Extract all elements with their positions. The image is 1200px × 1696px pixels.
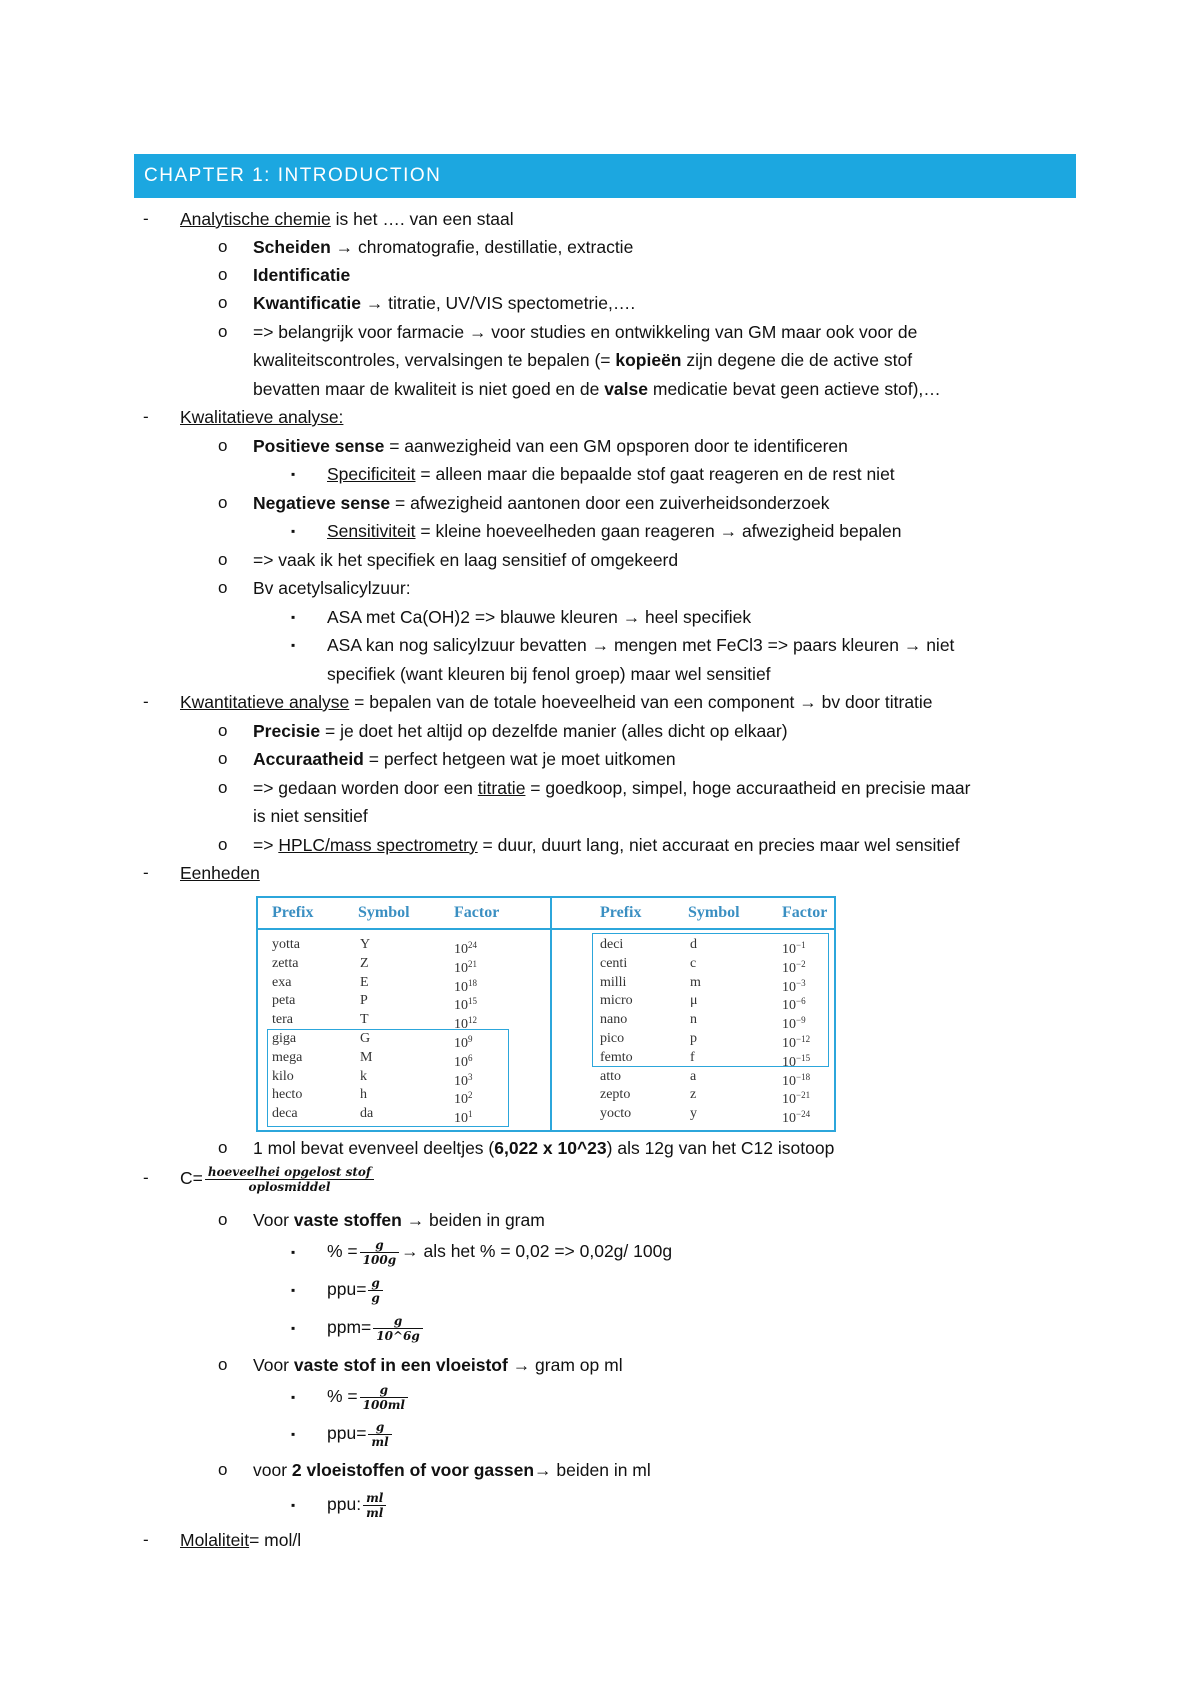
line-specificiteit: Specificiteit = alleen maar die bepaalde stof gaat reageren en de rest niet	[327, 464, 895, 484]
line-vaste-stoffen: Voor vaste stoffen → beiden in gram	[253, 1210, 545, 1230]
highlight-box	[267, 1029, 509, 1127]
line-titratie-continued: is niet sensitief	[253, 806, 368, 826]
factor-base: 10	[782, 979, 796, 995]
factor-exponent: 12	[468, 1015, 477, 1026]
line-negatieve-sense: Negatieve sense = afwezigheid aantonen door een zuiverheidsonderzoek	[253, 493, 830, 513]
table-header	[552, 898, 834, 930]
symbol-cell: da	[360, 1106, 374, 1122]
line-belangrijk-3: bevatten maar de kwaliteit is niet goed en de valse medicatie bevat geen actieve stof),…	[253, 379, 941, 399]
si-prefix-table	[256, 896, 836, 1132]
si-prefix-table-small	[552, 898, 834, 1130]
circle-marker: o	[218, 1355, 228, 1374]
si-prefix-table-large	[258, 898, 552, 1130]
fraction: $\frac{g}{10\^{}6g}$	[373, 1314, 423, 1343]
square-marker: ▪	[291, 610, 296, 624]
line-belangrijk-1: => belangrijk voor farmacie → voor studies en ontwikkeling van GM maar ook voor de	[253, 322, 918, 342]
table-row	[552, 1068, 834, 1087]
symbol-cell: m	[690, 974, 701, 990]
prefix-cell: tera	[272, 1012, 293, 1028]
line-analytische-chemie: Analytische chemie is het …. van een staal	[180, 209, 514, 229]
factor-cell	[782, 1105, 810, 1129]
prefix-cell: femto	[600, 1049, 633, 1065]
prefix-cell: mega	[272, 1049, 303, 1065]
symbol-cell: M	[360, 1049, 373, 1065]
line-vaste-stof-vloeistof: Voor vaste stof in een vloeistof → gram op ml	[253, 1355, 623, 1375]
square-marker: ▪	[291, 1321, 296, 1335]
line-asa-2-continued: specifiek (want kleuren bij fenol groep) maar wel sensitief	[327, 664, 771, 684]
header-prefix: Prefix	[600, 904, 642, 921]
factor-base: 10	[454, 1017, 468, 1033]
header-prefix: Prefix	[272, 904, 314, 921]
table-row	[258, 1011, 550, 1033]
square-marker: ▪	[291, 467, 296, 481]
factor-base: 10	[454, 1111, 468, 1127]
line-kwalitatieve-analyse: Kwalitatieve analyse:	[180, 407, 344, 427]
factor-base: 10	[454, 942, 468, 957]
factor-base: 10	[782, 1017, 796, 1033]
symbol-cell: y	[690, 1106, 697, 1122]
circle-marker: o	[218, 1138, 228, 1157]
factor-base: 10	[782, 960, 796, 976]
factor-exponent: −18	[796, 1071, 811, 1082]
concentration-fraction: $\frac{\text{hoeveelhei opgelost stof}}{\text{oplosmiddel}}$	[205, 1165, 374, 1194]
prefix-cell: atto	[600, 1068, 621, 1084]
prefix-cell: giga	[272, 1031, 297, 1046]
line-vloeistoffen-gassen: voor 2 vloeistoffen of voor gassen→ beiden in ml	[253, 1460, 651, 1480]
fraction: $\frac{g}{ml}$	[368, 1420, 391, 1449]
symbol-cell: E	[360, 974, 369, 990]
dash-marker: -	[143, 1168, 149, 1187]
circle-marker: o	[218, 778, 228, 797]
line-ppu-liquid: ppu= $\frac{g}{ml}$	[327, 1415, 394, 1451]
factor-base: 10	[782, 998, 796, 1014]
factor-base: 10	[782, 1092, 796, 1108]
factor-base: 10	[454, 1073, 468, 1089]
highlight-box	[592, 933, 829, 1067]
dash-marker: -	[143, 1530, 149, 1549]
symbol-cell: c	[690, 955, 697, 971]
factor-base: 10	[454, 1054, 468, 1070]
prefix-cell: centi	[600, 955, 628, 971]
line-hplc: => HPLC/mass spectrometry = duur, duurt lang, niet accuraat en precies maar wel sensitief	[253, 835, 960, 855]
line-molaliteit: Molaliteit= mol/l	[180, 1530, 302, 1550]
circle-marker: o	[218, 835, 228, 854]
line-belangrijk-2: kwaliteitscontroles, vervalsingen te bepalen (= kopieën zijn degene die de active stof	[253, 350, 913, 370]
line-asa-1: ASA met Ca(OH)2 => blauwe kleuren → heel specifiek	[327, 607, 752, 627]
line-accuraatheid: Accuraatheid = perfect hetgeen wat je moet uitkomen	[253, 749, 676, 769]
circle-marker: o	[218, 436, 228, 455]
fraction: $\frac{ml}{ml}$	[363, 1491, 386, 1520]
symbol-cell: d	[690, 937, 697, 952]
prefix-cell: deca	[272, 1106, 298, 1122]
circle-marker: o	[218, 237, 228, 256]
symbol-cell: z	[690, 1087, 697, 1103]
factor-exponent: −6	[796, 996, 806, 1007]
line-kwantificatie: Kwantificatie → titratie, UV/VIS spectometrie,….	[253, 293, 636, 313]
factor-base: 10	[782, 1054, 796, 1070]
factor-base: 10	[782, 1036, 796, 1051]
factor-base: 10	[782, 1073, 796, 1089]
prefix-cell: yocto	[600, 1106, 632, 1122]
symbol-cell: T	[360, 1012, 369, 1028]
prefix-cell: kilo	[272, 1068, 294, 1084]
fraction: $\frac{g}{100ml}$	[360, 1383, 408, 1412]
line-titratie: => gedaan worden door een titratie = goedkoop, simpel, hoge accuraatheid en precisie maar	[253, 778, 971, 798]
symbol-cell: Y	[360, 937, 371, 952]
line-ppu-solid: ppu= $\frac{g}{g}$	[327, 1271, 385, 1307]
prefix-cell: exa	[272, 974, 292, 990]
header-factor: Factor	[454, 904, 500, 921]
square-marker: ▪	[291, 1498, 296, 1512]
table-row	[258, 992, 550, 1014]
line-positieve-sense: Positieve sense = aanwezigheid van een GM opsporen door te identificeren	[253, 436, 848, 456]
factor-exponent: 21	[468, 958, 477, 969]
prefix-cell: pico	[600, 1031, 625, 1046]
symbol-cell: P	[360, 993, 368, 1009]
prefix-cell: zetta	[272, 955, 299, 971]
factor-exponent: −1	[796, 940, 806, 950]
symbol-cell: h	[360, 1087, 367, 1103]
factor-base: 10	[782, 942, 796, 957]
factor-exponent: −21	[796, 1090, 811, 1101]
line-bv-acetylsalicylzuur: Bv acetylsalicylzuur:	[253, 578, 411, 598]
square-marker: ▪	[291, 1390, 296, 1404]
factor-base: 10	[454, 998, 468, 1014]
prefix-cell: yotta	[272, 937, 300, 952]
symbol-cell: k	[360, 1068, 367, 1084]
dash-marker: -	[143, 407, 149, 426]
symbol-cell: f	[690, 1049, 695, 1065]
factor-exponent: 1	[468, 1109, 473, 1120]
table-row	[552, 1105, 834, 1127]
factor-base: 10	[782, 1111, 796, 1127]
symbol-cell: p	[690, 1031, 697, 1046]
line-mol: 1 mol bevat evenveel deeltjes (6,022 x 10^23) als 12g van het C12 isotoop	[253, 1138, 835, 1158]
circle-marker: o	[218, 578, 228, 597]
line-ppu-gas: ppu: $\frac{ml}{ml}$	[327, 1486, 388, 1522]
factor-exponent: 2	[468, 1090, 473, 1101]
factor-exponent: −12	[796, 1034, 811, 1044]
line-eenheden: Eenheden	[180, 863, 260, 883]
factor-base: 10	[454, 960, 468, 976]
header-symbol: Symbol	[358, 904, 410, 921]
square-marker: ▪	[291, 1283, 296, 1297]
factor-exponent: 18	[468, 977, 477, 988]
square-marker: ▪	[291, 524, 296, 538]
symbol-cell: G	[360, 1031, 371, 1046]
line-ppm: ppm= $\frac{g}{10\^{}6g}$	[327, 1309, 425, 1345]
fraction: $\frac{g}{100g}$	[360, 1238, 399, 1267]
circle-marker: o	[218, 293, 228, 312]
header-symbol: Symbol	[688, 904, 740, 921]
factor-exponent: 9	[468, 1034, 473, 1044]
factor-base: 10	[454, 1036, 468, 1051]
factor-exponent: −3	[796, 977, 806, 988]
table-row	[258, 974, 550, 993]
symbol-cell: a	[690, 1068, 697, 1084]
prefix-cell: nano	[600, 1012, 628, 1028]
factor-base: 10	[454, 1092, 468, 1108]
chapter-heading: CHAPTER 1: INTRODUCTION	[134, 154, 1076, 198]
factor-exponent: −24	[796, 1109, 811, 1120]
symbol-cell: n	[690, 1012, 697, 1028]
line-precisie: Precisie = je doet het altijd op dezelfde manier (alles dicht op elkaar)	[253, 721, 788, 741]
factor-exponent: 15	[468, 996, 477, 1007]
line-concentration-formula: C= $\frac{\text{hoeveelhei opgelost stof}}{\text{oplosmiddel}}$	[180, 1160, 376, 1196]
square-marker: ▪	[291, 638, 296, 652]
prefix-cell: hecto	[272, 1087, 303, 1103]
factor-exponent: 3	[468, 1071, 473, 1082]
line-asa-2: ASA kan nog salicylzuur bevatten → mengen met FeCl3 => paars kleuren → niet	[327, 635, 955, 655]
table-row	[258, 955, 550, 974]
square-marker: ▪	[291, 1245, 296, 1259]
factor-exponent: 24	[468, 940, 477, 950]
circle-marker: o	[218, 322, 228, 341]
factor-base: 10	[454, 979, 468, 995]
square-marker: ▪	[291, 1427, 296, 1441]
line-kwantitatieve-analyse: Kwantitatieve analyse = bepalen van de totale hoeveelheid van een component → bv door titratie	[180, 692, 933, 712]
factor-exponent: 6	[468, 1052, 473, 1063]
symbol-cell: μ	[690, 993, 698, 1009]
prefix-cell: deci	[600, 937, 624, 952]
line-scheiden: Scheiden → chromatografie, destillatie, extractie	[253, 237, 634, 257]
circle-marker: o	[218, 493, 228, 512]
dash-marker: -	[143, 863, 149, 882]
line-percent-liquid: % = $\frac{g}{100ml}$	[327, 1378, 410, 1414]
circle-marker: o	[218, 265, 228, 284]
prefix-cell: micro	[600, 993, 633, 1009]
prefix-cell: zepto	[600, 1087, 631, 1103]
prefix-cell: peta	[272, 993, 296, 1009]
fraction: $\frac{g}{g}$	[368, 1276, 382, 1305]
table-row	[258, 936, 550, 955]
prefix-cell: milli	[600, 974, 627, 990]
dash-marker: -	[143, 209, 149, 228]
factor-exponent: −15	[796, 1052, 811, 1063]
factor-exponent: −9	[796, 1015, 806, 1026]
line-percent-solid: % = $\frac{g}{100g}$ → als het % = 0,02 => 0,02g/ 100g	[327, 1237, 673, 1267]
circle-marker: o	[218, 550, 228, 569]
line-vaak: => vaak ik het specifiek en laag sensitief of omgekeerd	[253, 550, 679, 570]
circle-marker: o	[218, 1210, 228, 1229]
symbol-cell: Z	[360, 955, 369, 971]
dash-marker: -	[143, 692, 149, 711]
factor-exponent: −2	[796, 958, 806, 969]
header-factor: Factor	[782, 904, 828, 921]
line-identificatie: Identificatie	[253, 265, 351, 285]
table-row	[552, 1086, 834, 1108]
circle-marker: o	[218, 749, 228, 768]
circle-marker: o	[218, 1460, 228, 1479]
circle-marker: o	[218, 721, 228, 740]
line-sensitiviteit: Sensitiviteit = kleine hoeveelheden gaan reageren → afwezigheid bepalen	[327, 521, 902, 541]
table-header	[258, 898, 550, 930]
